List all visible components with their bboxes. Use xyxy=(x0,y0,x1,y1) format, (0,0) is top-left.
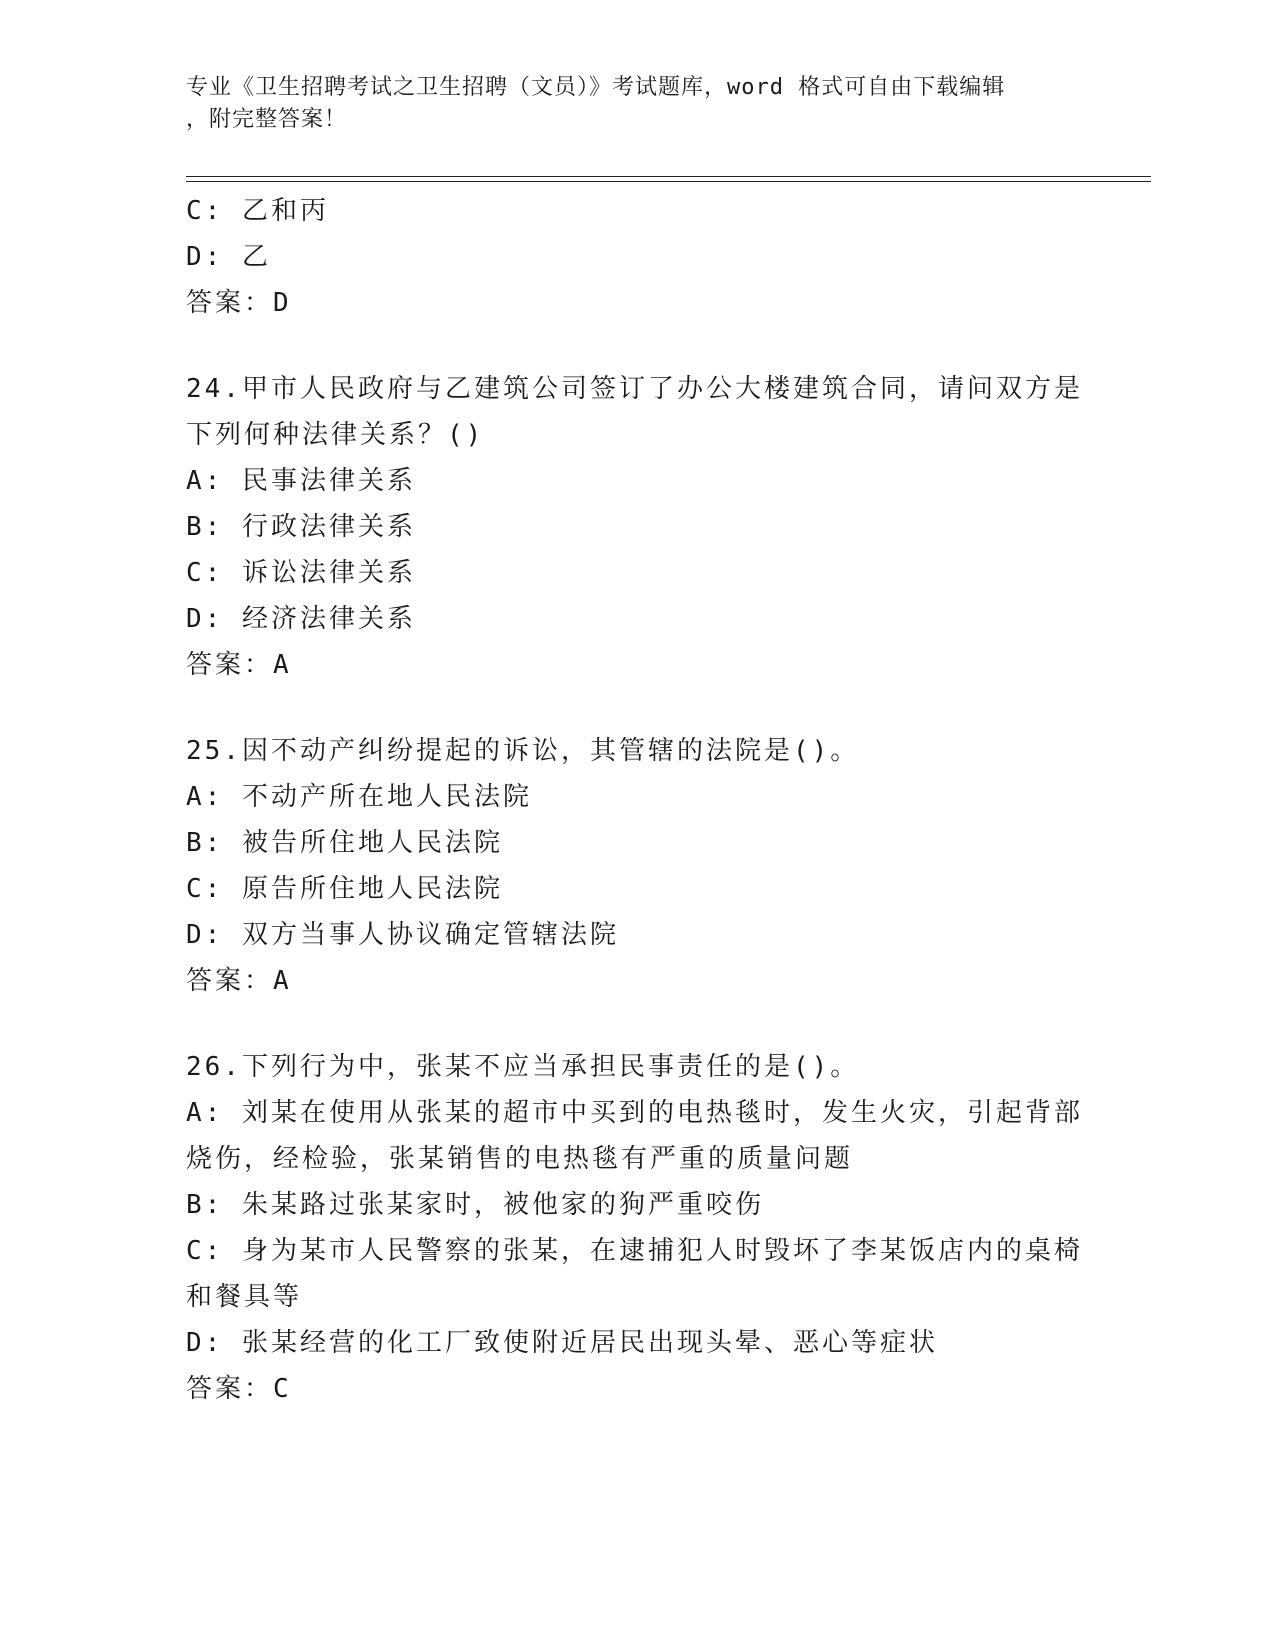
header-divider-bottom xyxy=(186,181,1151,182)
option-b: B: 被告所住地人民法院 xyxy=(186,828,503,858)
option-b: B: 朱某路过张某家时，被他家的狗严重咬伤 xyxy=(186,1190,764,1220)
answer-23: 答案：D xyxy=(186,288,292,318)
option-d: D: 经济法律关系 xyxy=(186,604,416,634)
question-stem: 26.下列行为中，张某不应当承担民事责任的是()。 xyxy=(186,1052,860,1082)
question-26 xyxy=(186,1044,1086,1412)
option-d: D: 双方当事人协议确定管辖法院 xyxy=(186,920,619,950)
header-line-2: ，附完整答案！ xyxy=(186,107,348,132)
question-stem: 24.甲市人民政府与乙建筑公司签订了办公大楼建筑合同，请问双方是下列何种法律关系？() xyxy=(186,374,1083,450)
document-header xyxy=(186,72,1066,136)
document-body xyxy=(186,188,1086,1412)
option-c: C: 乙和丙 xyxy=(186,196,329,226)
option-a: A: 不动产所在地人民法院 xyxy=(186,782,532,812)
option-d: D: 乙 xyxy=(186,242,271,272)
option-c: C: 身为某市人民警察的张某，在逮捕犯人时毁坏了李某饭店内的桌椅和餐具等 xyxy=(186,1236,1083,1312)
question-25 xyxy=(186,728,1086,1004)
answer-25: 答案：A xyxy=(186,966,292,996)
option-b: B: 行政法律关系 xyxy=(186,512,416,542)
option-d: D: 张某经营的化工厂致使附近居民出现头晕、恶心等症状 xyxy=(186,1328,938,1358)
question-23-continued xyxy=(186,188,1086,326)
header-divider-top xyxy=(186,176,1151,177)
answer-24: 答案：A xyxy=(186,650,292,680)
question-stem: 25.因不动产纠纷提起的诉讼，其管辖的法院是()。 xyxy=(186,736,860,766)
header-line-1: 专业《卫生招聘考试之卫生招聘（文员）》考试题库，word 格式可自由下载编辑 xyxy=(186,75,1006,100)
option-c: C: 诉讼法律关系 xyxy=(186,558,416,588)
answer-26: 答案：C xyxy=(186,1374,292,1404)
option-c: C: 原告所住地人民法院 xyxy=(186,874,503,904)
question-24 xyxy=(186,366,1086,688)
option-a: A: 民事法律关系 xyxy=(186,466,416,496)
option-a: A: 刘某在使用从张某的超市中买到的电热毯时，发生火灾，引起背部烧伤，经检验，张某销售的电热毯有严重的质量问题 xyxy=(186,1098,1083,1174)
